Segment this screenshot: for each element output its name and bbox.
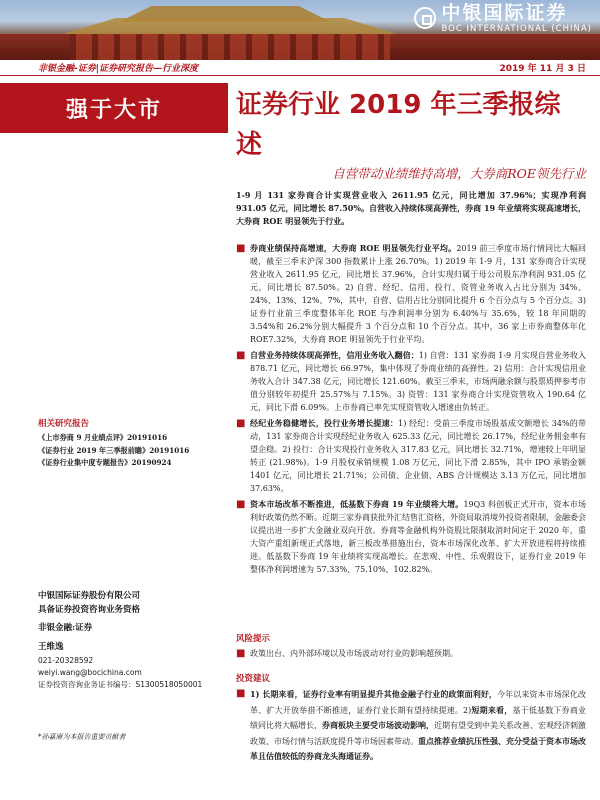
investment-advice-heading: 投资建议 (236, 674, 271, 684)
brand-text (442, 2, 593, 34)
contributor-footnote: *孙嘉赓为本报告重要贡献者 (38, 733, 126, 741)
brand-name-en: BOC INTERNATIONAL (CHINA) (441, 24, 592, 34)
banner-palace-roof (40, 18, 420, 34)
advice-body-1: 今年以来资本市场深化改革、扩大开放举措不断推进，证券行业长期有望持续提速。2) (250, 690, 586, 715)
risk-heading: 风险提示 (236, 634, 271, 644)
investment-advice-item (236, 687, 586, 765)
breadcrumb: 非银金融-证券|证券研究报告—行业深度 (38, 64, 199, 74)
key-point-item (236, 498, 586, 576)
advice-lead-1: 1) 长期来看，证券行业率有明显提升其他金融子行业的政策面利好， (250, 689, 498, 699)
key-point-body: 2019 前三季度市场行情同比大幅回暖，截至三季末沪深 300 指数累计上涨 26.70%。1) 2019 年 1-9 月，131 家券商合计实现营业收入 2611.95 亿元，同比增长 37.96%，合计实现归属于母公司股东净利润 931.05 亿元，同比增长 87.50%。2) 自营、经纪、信用、投行、资管业务收入占比分别为 34%、24%、13%、12%、7%，其中，自营、信用占比分别同比提升 6 个百分点与 5 个百分点。3) 证券行业前三季度整体年化 ROE 与净利润率分别为 6.40%与 35.6%，较 18 年同期的 3.54%和 26.2%分别大幅提升 3 个百分点和 10 个百分点。其中，36 家上市券商整体年化 ROE7.32%，大券商 ROE 明显领先于行业平均。 (250, 244, 586, 344)
key-point-lead: 券商业绩保持高增速，大券商 ROE 明显领先行业平均。 (250, 243, 457, 253)
report-summary: 1-9 月 131 家券商合计实现营业收入 2611.95 亿元，同比增加 37.96%；实现净利润 931.05 亿元，同比增长 87.50%。自营收入持续体现高弹性，券商 19 年业绩将实现高速增长，大券商 ROE 明显领先于行业。 (236, 190, 586, 226)
key-point-body: 1) 自营：131 家券商 1-9 月实现自营业务收入 878.71 亿元，同比增长 66.97%，集中体现了券商业绩的高弹性。2) 信用：合计实现信用业务收入合计 347.38 亿元，同比增长 121.60%。截至三季末，市场两融余额与股票质押参考市值分别较年初提升 25.57%与 7.15%。3) 资管：131 家券商合计实现资管收入 190.64 亿元，同比下滑 6.09%。上市券商已率先实现资管收入增速由负转正。 (250, 351, 586, 412)
industry-label: 非银金融:证券 (38, 623, 93, 633)
advice-lead-2: 短期来看， (471, 704, 513, 715)
risk-text: 政策出台、内外部环境以及市场波动对行业的影响超预期。 (250, 649, 458, 658)
company-info (38, 589, 140, 617)
risk-item (236, 647, 586, 660)
advice-lead-3: 券商板块主要受市场波动影响， (322, 720, 434, 730)
related-report-item[interactable]: 《证券行业 2019 年三季报前瞻》20191016 (38, 445, 190, 455)
key-point-lead: 自营业务持续体现高弹性，信用业务收入翻倍： (250, 350, 419, 360)
report-subheader (0, 60, 600, 76)
company-qualification: 具备证券投资咨询业务资格 (38, 605, 141, 615)
report-subtitle: 自营带动业绩维持高增，大券商ROE领先行业 (332, 166, 586, 181)
sidebar (0, 77, 228, 800)
header-banner (0, 0, 600, 60)
advice-body-2: 基于低基数下券商业绩同比将大幅增长， (250, 705, 587, 730)
analyst-info (38, 641, 202, 691)
key-points-list (236, 242, 586, 579)
square-bullet-icon: ■ (236, 688, 246, 699)
brand-name-cn: 中银国际证券 (441, 2, 568, 24)
key-point-body: 19Q3 科创板正式开市，资本市场利好政策仍然不断。近期三家券商获批外汇结售汇资格，外资局取消境外投资者限制，金融委会议提出进一步扩大金融业双向开放。券商等金融机构外资股比限制取消时间定于 2020 年，重大资产重组新规正式落地，新三板改革措施出台，资本市场深化改革、扩大开放进程将持续推进。低基数下券商 19 年业绩将实现高增长。在悲观、中性、乐观假设下，证券行业 2019 年整体净利润增速为 57.33%、75.10%、102.82%。 (250, 500, 586, 574)
key-point-lead: 经纪业务稳健增长，投行业务增长提速： (250, 418, 399, 428)
related-report-item[interactable]: 《上市券商 9 月业绩点评》20191016 (38, 433, 168, 442)
analyst-email[interactable]: weiyi.wang@bocichina.com (38, 668, 142, 677)
banner-palace-columns (70, 34, 390, 60)
report-title: 证券行业 2019 年三季报综述 (236, 90, 561, 160)
analyst-license: 证券投资咨询业务证书编号：S1300518050001 (38, 680, 203, 689)
key-point-body: 1) 经纪：受前三季度市场股基成交额增长 34%的带动，131 家券商合计实现经纪业务收入 625.33 亿元，同比增长 26.17%，经纪业务佣金率有望企稳。2) 投行：合计实现投行业务收入 317.83 亿元，同比增长 32.71%，增速较上年明显转正 (21.98%)。1-9 月股权承销规模 1.08 万亿元，同比下滑 2.85%，其中 IPO 承销金额 1401 亿元，同比增长 21.71%；公司债、企业债、ABS 合计规模达 3.13 万亿元，同比增加 37.63%。 (250, 419, 587, 493)
advice-lead-4: 重点推荐业绩抗压性强、充分受益于资本市场改革且估值较低的券商龙头海通证券。 (250, 735, 586, 761)
key-point-item (236, 242, 586, 346)
company-name: 中银国际证券股份有限公司 (38, 591, 141, 601)
square-bullet-icon: ■ (236, 350, 246, 361)
related-reports-heading: 相关研究报告 (38, 419, 90, 429)
brand-logo (414, 2, 593, 34)
square-bullet-icon: ■ (236, 418, 246, 429)
report-date: 2019 年 11 月 3 日 (499, 64, 586, 74)
key-point-lead: 资本市场改革不断推进，低基数下券商 19 年业绩将大增。 (250, 499, 464, 509)
square-bullet-icon: ■ (236, 648, 246, 659)
boc-logo-icon (414, 7, 436, 29)
related-reports-list (38, 432, 228, 470)
main-content (236, 77, 586, 800)
key-point-item (236, 349, 586, 414)
advice-body-3: 近期有望受到中美关系改善、宏观经济刺激政策、市场行情与活跃度提升等市场因素带动。 (250, 721, 586, 746)
square-bullet-icon: ■ (236, 499, 246, 510)
related-report-item[interactable]: 《证券行业集中度专题报告》20190924 (38, 458, 172, 467)
square-bullet-icon: ■ (236, 243, 246, 254)
analyst-phone: 021-20328592 (38, 656, 94, 665)
key-point-item (236, 417, 586, 495)
analyst-name: 王维逸 (38, 642, 64, 652)
rating-badge: 强于大市 (0, 83, 228, 133)
